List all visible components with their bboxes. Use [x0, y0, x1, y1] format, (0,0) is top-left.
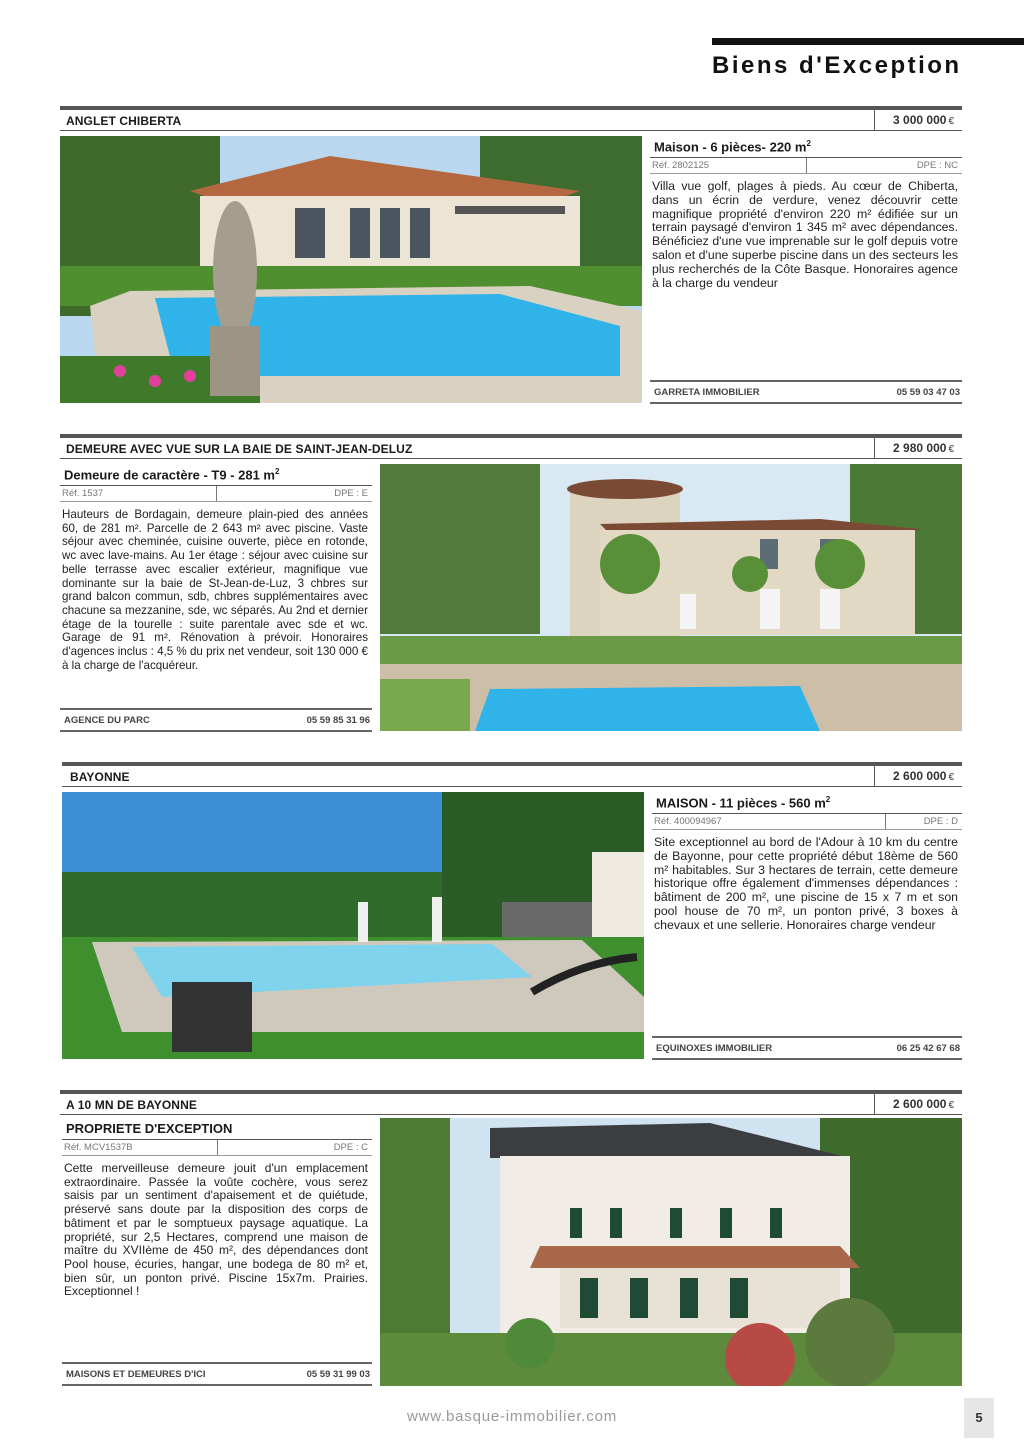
- listing-title: Demeure de caractère - T9 - 281 $m^2$: [60, 464, 372, 486]
- listing-card: [60, 434, 962, 732]
- property-photo: [380, 1118, 962, 1386]
- listing-header: [62, 762, 962, 787]
- reference-row: [62, 1140, 372, 1156]
- listing-footer: [60, 708, 372, 732]
- listing-footer: [62, 1362, 372, 1386]
- property-photo: [380, 464, 962, 731]
- listing-card: [60, 762, 962, 1060]
- listing-reference: Réf. MCV1537B: [64, 1142, 133, 1153]
- listing-reference: Réf. 400094967: [654, 816, 722, 827]
- listing-footer: [650, 380, 962, 404]
- listing-price: 2 980 000 €: [874, 438, 962, 458]
- agency-name: MAISONS ET DEMEURES D'ICI: [66, 1369, 206, 1380]
- reference-row: [650, 158, 962, 174]
- listing-reference: Réf. 2802125: [652, 160, 710, 171]
- listing-description: Cette merveilleuse demeure jouit d'un emplacement extraordinaire. Passée la voûte cochère, vous serez saisis par un sentiment d'apaisement et de quiétude, préservé sans doute par la disposition des corps de bâtiment et par le somptueux paysage aquatique. La propriété, sur 2,5 Hectares, comprend une maison de maître du XVIIème de 450 m², des dépendances dont Pool house, écuries, hangar, une bodega de 80 m² et, bien sûr, un ponton privé. Piscine 15x7m. Prairies. Exceptionnel !: [64, 1161, 368, 1299]
- listing-location: DEMEURE AVEC VUE SUR LA BAIE DE SAINT-JEAN-DELUZ: [66, 442, 413, 456]
- agency-name: AGENCE DU PARC: [64, 715, 150, 726]
- agency-phone: 05 59 31 99 03: [306, 1369, 370, 1380]
- listing-dpe: DPE : NC: [916, 160, 958, 171]
- agency-phone: 05 59 85 31 96: [306, 715, 370, 726]
- listing-header: [60, 434, 962, 459]
- listing-dpe: DPE : D: [923, 816, 958, 827]
- listing-card: [60, 106, 962, 404]
- listing-description: Villa vue golf, plages à pieds. Au cœur de Chiberta, dans un écrin de verdure, venez découvrir cette magnifique propriété d'environ 220 m² édifiée sur un terrain paysagé d'environ 1 345 m² avec dépendances. Bénéficiez d'une vue imprenable sur le golf depuis votre salon et d'une superbe piscine dans un des secteurs les plus recherchés de la Côte Basque. Honoraires agence à la charge du vendeur: [652, 179, 958, 290]
- listing-location: BAYONNE: [70, 770, 130, 784]
- agency-phone: 05 59 03 47 03: [896, 387, 960, 398]
- listing-header: [60, 106, 962, 131]
- listing-info: [62, 1118, 372, 1386]
- listing-price: 2 600 000 €: [874, 1094, 962, 1114]
- listing-header: [60, 1090, 962, 1115]
- reference-row: [652, 814, 962, 830]
- listing-title: Maison - 6 pièces- 220 $m^2$: [650, 136, 962, 158]
- page-number: 5: [964, 1398, 994, 1438]
- listing-location: ANGLET CHIBERTA: [66, 114, 182, 128]
- reference-row: [60, 486, 372, 502]
- agency-name: GARRETA IMMOBILIER: [654, 387, 760, 398]
- listing-reference: Réf. 1537: [62, 488, 104, 499]
- listing-description: Site exceptionnel au bord de l'Adour à 10 km du centre de Bayonne, pour cette propriété début 18ème de 560 m² habitables. Sur 3 hectares de terrain, cette demeure historique offre également d'immenses dépendances : bâtiment de 200 m², une piscine de 15 x 7 m et son pool house de 70 m², un ponton privé, 3 boxes à chevaux et une sellerie. Honoraires charge vendeur: [654, 835, 958, 932]
- property-photo: [62, 792, 644, 1059]
- listing-footer: [652, 1036, 962, 1060]
- listing-title: PROPRIETE D'EXCEPTION: [62, 1118, 372, 1140]
- section-title: Biens d'Exception: [712, 52, 962, 79]
- listing-info: [652, 792, 962, 1060]
- listing-price: 2 600 000 €: [874, 766, 962, 786]
- top-black-bar: [712, 38, 1024, 45]
- listing-title: MAISON - 11 pièces - 560 $m^2$: [652, 792, 962, 814]
- listing-location: A 10 MN DE BAYONNE: [66, 1098, 197, 1112]
- agency-name: EQUINOXES IMMOBILIER: [656, 1043, 773, 1054]
- listing-info: [650, 136, 962, 404]
- listing-card: [60, 1090, 962, 1388]
- agency-phone: 06 25 42 67 68: [896, 1043, 960, 1054]
- listing-dpe: DPE : E: [334, 488, 368, 499]
- listing-dpe: DPE : C: [333, 1142, 368, 1153]
- website-url[interactable]: www.basque-immobilier.com: [406, 1408, 618, 1425]
- listing-description: Hauteurs de Bordagain, demeure plain-pied des années 60, de 281 m². Parcelle de 2 643 m² avec piscine. Vaste séjour avec cheminée, cuisine ouverte, pièce en rotonde, wc avec lave-mains. Au 1er étage : séjour avec cuisine sur belle terrasse avec escalier extérieur, magnifique vue dominante sur la baie de St-Jean-de-Luz, 3 chbres sur grand balcon commun, sdb, chbres supplémentaires avec chacune sa mezzanine, sde, wc séparés. Au 2nd et dernier étage de la tourelle : suite parentale avec sde et wc. Garage de 91 m². Rénovation à prévoir. Honoraires d'agences inclus : 4,5 % du prix net vendeur, soit 130 000 € à la charge de l'acquéreur.: [62, 508, 368, 672]
- property-photo: [60, 136, 642, 403]
- listing-price: 3 000 000 €: [874, 110, 962, 130]
- listing-info: [60, 464, 372, 732]
